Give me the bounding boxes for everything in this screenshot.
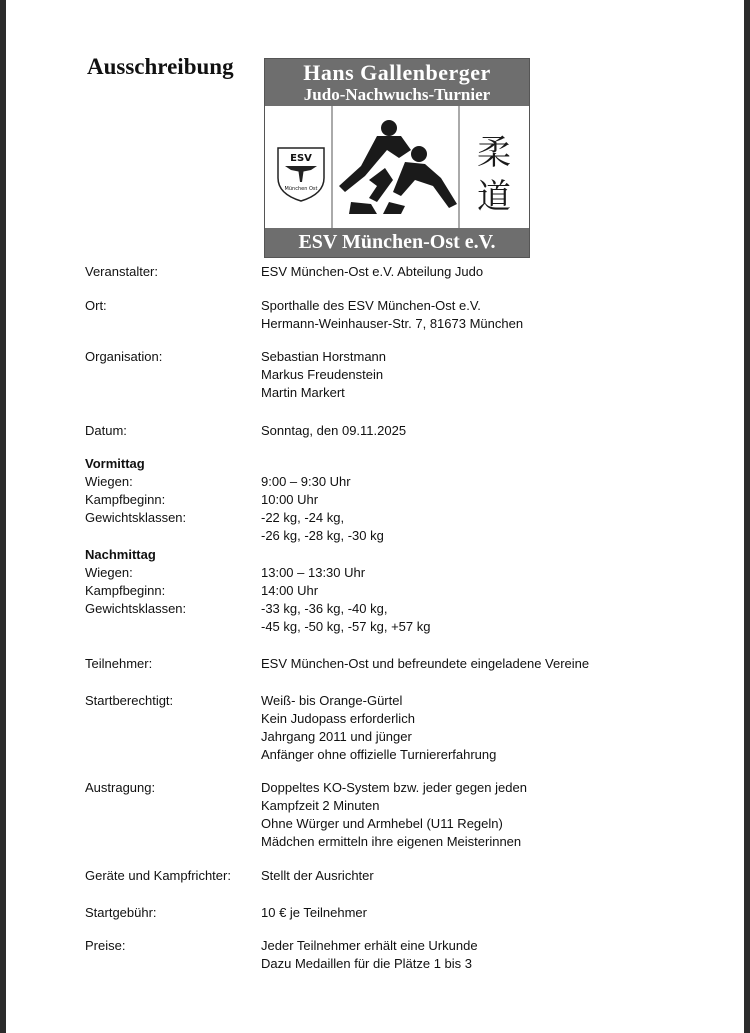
value-kampfbeginn: 14:00 Uhr bbox=[261, 583, 319, 598]
austragung-line: Kampfzeit 2 Minuten bbox=[261, 798, 380, 813]
preise-line: Jeder Teilnehmer erhält eine Urkunde bbox=[261, 938, 478, 953]
document-page bbox=[6, 0, 744, 1033]
label-kampfbeginn: Kampfbeginn: bbox=[85, 583, 166, 598]
value-gewichtsklassen: -26 kg, -28 kg, -30 kg bbox=[261, 528, 384, 543]
logo-subtitle: Judo-Nachwuchs-Turnier bbox=[303, 85, 491, 104]
value-wiegen: 13:00 – 13:30 Uhr bbox=[261, 565, 366, 580]
organisation-line: Sebastian Horstmann bbox=[261, 349, 387, 364]
preise-line: Dazu Medaillen für die Plätze 1 bis 3 bbox=[261, 956, 473, 971]
label-wiegen: Wiegen: bbox=[85, 565, 133, 580]
value-gewichtsklassen: -33 kg, -36 kg, -40 kg, bbox=[261, 601, 388, 616]
label-wiegen: Wiegen: bbox=[85, 474, 133, 489]
value-teilnehmer: ESV München-Ost und befreundete eingeladene Vereine bbox=[261, 656, 590, 671]
esv-shield-label: ESV bbox=[290, 153, 312, 164]
organisation-line: Markus Freudenstein bbox=[261, 367, 384, 382]
label-kampfbeginn: Kampfbeginn: bbox=[85, 492, 166, 507]
value-austragung bbox=[261, 779, 527, 851]
logo-emblem-panel bbox=[265, 106, 529, 228]
label-datum: Datum: bbox=[85, 423, 127, 438]
label-veranstalter: Veranstalter: bbox=[85, 264, 158, 279]
logo-header bbox=[265, 59, 529, 106]
tournament-logo bbox=[264, 58, 530, 258]
value-ort bbox=[261, 297, 523, 333]
value-datum: Sonntag, den 09.11.2025 bbox=[261, 423, 407, 438]
judo-calligraphy-2: 道 bbox=[477, 177, 511, 217]
value-organisation bbox=[261, 348, 386, 402]
label-teilnehmer: Teilnehmer: bbox=[85, 656, 153, 671]
label-preise: Preise: bbox=[85, 938, 126, 953]
label-gewichtsklassen: Gewichtsklassen: bbox=[85, 601, 187, 616]
value-startgebuehr: 10 € je Teilnehmer bbox=[261, 905, 367, 920]
label-austragung: Austragung: bbox=[85, 780, 156, 795]
startberechtigt-line: Anfänger ohne offizielle Turniererfahrung bbox=[261, 747, 497, 762]
esv-shield-sublabel: München Ost bbox=[284, 186, 318, 192]
austragung-line: Doppeltes KO-System bzw. jeder gegen jeden bbox=[261, 780, 527, 795]
austragung-line: Mädchen ermitteln ihre eigenen Meisterinnen bbox=[261, 834, 522, 849]
ort-line: Sporthalle des ESV München-Ost e.V. bbox=[261, 298, 481, 313]
value-wiegen: 9:00 – 9:30 Uhr bbox=[261, 474, 351, 489]
startberechtigt-line: Weiß- bis Orange-Gürtel bbox=[261, 693, 403, 708]
startberechtigt-line: Kein Judopass erforderlich bbox=[261, 711, 415, 726]
label-ort: Ort: bbox=[85, 298, 107, 313]
document-title: Ausschreibung bbox=[87, 54, 234, 79]
value-startberechtigt bbox=[261, 692, 496, 764]
startberechtigt-line: Jahrgang 2011 und jünger bbox=[261, 729, 412, 744]
austragung-line: Ohne Würger und Armhebel (U11 Regeln) bbox=[261, 816, 503, 831]
label-organisation: Organisation: bbox=[85, 349, 163, 364]
ort-line: Hermann-Weinhauser-Str. 7, 81673 München bbox=[261, 316, 524, 331]
heading-nachmittag: Nachmittag bbox=[85, 547, 156, 562]
logo-club-name: ESV München-Ost e.V. bbox=[265, 228, 529, 257]
value-veranstalter: ESV München-Ost e.V. Abteilung Judo bbox=[261, 264, 484, 279]
value-geraete: Stellt der Ausrichter bbox=[261, 868, 374, 883]
esv-shield-icon bbox=[278, 148, 324, 201]
label-geraete: Geräte und Kampfrichter: bbox=[85, 868, 231, 883]
value-gewichtsklassen: -45 kg, -50 kg, -57 kg, +57 kg bbox=[261, 619, 431, 634]
value-gewichtsklassen: -22 kg, -24 kg, bbox=[261, 510, 345, 525]
judoka-icon bbox=[339, 120, 457, 214]
organisation-line: Martin Markert bbox=[261, 385, 345, 400]
value-kampfbeginn: 10:00 Uhr bbox=[261, 492, 319, 507]
value-preise bbox=[261, 937, 478, 973]
label-gewichtsklassen: Gewichtsklassen: bbox=[85, 510, 187, 525]
label-startgebuehr: Startgebühr: bbox=[85, 905, 157, 920]
label-startberechtigt: Startberechtigt: bbox=[85, 693, 174, 708]
logo-title: Hans Gallenberger bbox=[303, 60, 491, 85]
judo-calligraphy: 柔 bbox=[477, 133, 511, 173]
heading-vormittag: Vormittag bbox=[85, 456, 145, 471]
